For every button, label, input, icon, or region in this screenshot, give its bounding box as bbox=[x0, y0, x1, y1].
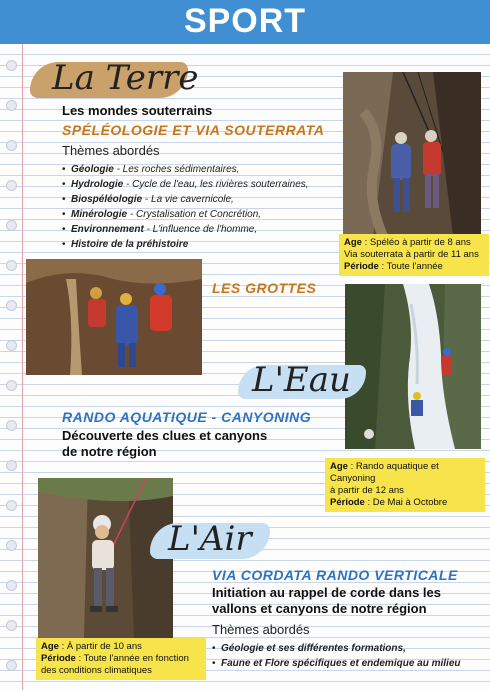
speleo-rope-photo bbox=[343, 72, 481, 236]
list-item: • Géologie et ses différentes formations, bbox=[212, 641, 484, 656]
list-item: • Géologie - Les roches sédimentaires, bbox=[62, 162, 342, 177]
list-item: • Environnement - L'influence de l'homme, bbox=[62, 222, 342, 237]
canyoning-waterfall-photo bbox=[345, 284, 481, 449]
air-themes-label: Thèmes abordés bbox=[212, 622, 310, 637]
air-description: Initiation au rappel de corde dans les vallons et canyons de notre région bbox=[212, 585, 441, 616]
air-info-box: Age : À partir de 10 ans Période : Toute l'année en fonction des conditions climatiques bbox=[36, 638, 206, 680]
notebook-binding-holes bbox=[6, 60, 16, 680]
list-item: • Hydrologie - Cycle de l'eau, les rivières souterraines, bbox=[62, 177, 342, 192]
terre-themes-label: Thèmes abordés bbox=[62, 143, 160, 158]
page-title: SPORT bbox=[183, 2, 307, 40]
list-item: • Faune et Flore spécifiques et endemique au milieu bbox=[212, 656, 484, 671]
list-item: • Biospéléologie - La vie cavernicole, bbox=[62, 192, 342, 207]
terre-activity-title: SPÉLÉOLOGIE ET VIA SOUTERRATA bbox=[62, 122, 325, 138]
list-item: • Minérologie - Crystalisation et Concrétion, bbox=[62, 207, 342, 222]
terre-info-box: Age : Spéléo à partir de 8 ans Via souterrata à partir de 11 ans Période : Toute l'année bbox=[339, 234, 489, 276]
eau-heading: L'Eau bbox=[252, 360, 351, 400]
grottes-group-photo bbox=[26, 259, 202, 375]
terre-themes-list bbox=[62, 162, 342, 252]
grottes-label: LES GROTTES bbox=[212, 280, 317, 296]
eau-activity-title: RANDO AQUATIQUE - CANYONING bbox=[62, 409, 312, 425]
eau-info-box: Age : Rando aquatique et Canyoning à partir de 12 ans Période : De Mai à Octobre bbox=[325, 458, 485, 512]
air-activity-title: VIA CORDATA RANDO VERTICALE bbox=[212, 567, 458, 583]
notebook-margin-line bbox=[22, 44, 23, 690]
list-item: • Histoire de la préhistoire bbox=[62, 237, 342, 252]
terre-heading: La Terre bbox=[52, 58, 199, 98]
rappel-climber-photo bbox=[38, 478, 173, 638]
air-themes-list bbox=[212, 641, 484, 671]
air-heading: L'Air bbox=[168, 519, 252, 559]
header-bar bbox=[0, 0, 490, 44]
eau-description: Découverte des clues et canyons de notre région bbox=[62, 428, 268, 459]
terre-subtitle: Les mondes souterrains bbox=[62, 103, 213, 118]
